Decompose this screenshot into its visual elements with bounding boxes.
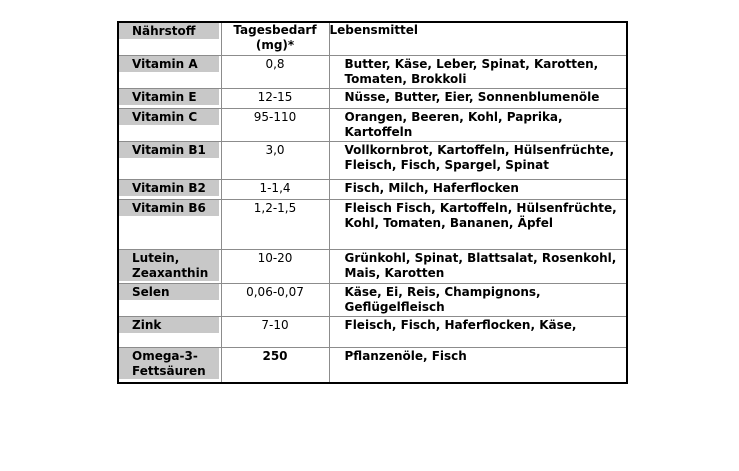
nutrient-cell: Zink [118,316,221,347]
nutrient-cell: Vitamin B1 [118,141,221,179]
foods-cell: Fisch, Milch, Haferflocken [329,179,627,199]
daily-need-cell: 0,8 [221,55,329,88]
foods-cell: Grünkohl, Spinat, Blattsalat, Rosenkohl, Mais, Karotten [329,249,627,283]
daily-need-cell: 10-20 [221,249,329,283]
nutrient-table [117,21,628,384]
header-foods: Lebensmittel [329,22,627,55]
table-row [118,88,627,108]
header-daily-need: Tagesbedarf (mg)* [221,22,329,55]
foods-cell: Nüsse, Butter, Eier, Sonnenblumenöle [329,88,627,108]
nutrient-cell: Selen [118,283,221,316]
table-header-row [118,22,627,55]
nutrient-cell: Vitamin B2 [118,179,221,199]
foods-cell: Käse, Ei, Reis, Champignons, Geflügelfleisch [329,283,627,316]
foods-cell: Vollkornbrot, Kartoffeln, Hülsenfrüchte, Fleisch, Fisch, Spargel, Spinat [329,141,627,179]
nutrient-cell: Omega-3-Fettsäuren [118,347,221,383]
table-row [118,347,627,383]
daily-need-cell: 12-15 [221,88,329,108]
daily-need-cell: 1,2-1,5 [221,199,329,249]
table-row [118,316,627,347]
foods-cell: Pflanzenöle, Fisch [329,347,627,383]
table-row [118,108,627,141]
nutrient-cell: Vitamin C [118,108,221,141]
table-row [118,179,627,199]
daily-need-cell: 7-10 [221,316,329,347]
foods-cell: Orangen, Beeren, Kohl, Paprika, Kartoffeln [329,108,627,141]
table-row [118,199,627,249]
daily-need-cell: 95-110 [221,108,329,141]
table-row [118,141,627,179]
table-row [118,283,627,316]
daily-need-cell: 3,0 [221,141,329,179]
nutrient-cell: Vitamin B6 [118,199,221,249]
nutrient-cell: Lutein, Zeaxanthin [118,249,221,283]
foods-cell: Butter, Käse, Leber, Spinat, Karotten, Tomaten, Brokkoli [329,55,627,88]
table-row [118,55,627,88]
table-row [118,249,627,283]
foods-cell: Fleisch, Fisch, Haferflocken, Käse, [329,316,627,347]
nutrient-cell: Vitamin E [118,88,221,108]
foods-cell: Fleisch Fisch, Kartoffeln, Hülsenfrüchte, Kohl, Tomaten, Bananen, Äpfel [329,199,627,249]
daily-need-cell: 250 [221,347,329,383]
daily-need-cell: 1-1,4 [221,179,329,199]
daily-need-cell: 0,06-0,07 [221,283,329,316]
nutrient-cell: Vitamin A [118,55,221,88]
header-nutrient: Nährstoff [118,22,221,55]
